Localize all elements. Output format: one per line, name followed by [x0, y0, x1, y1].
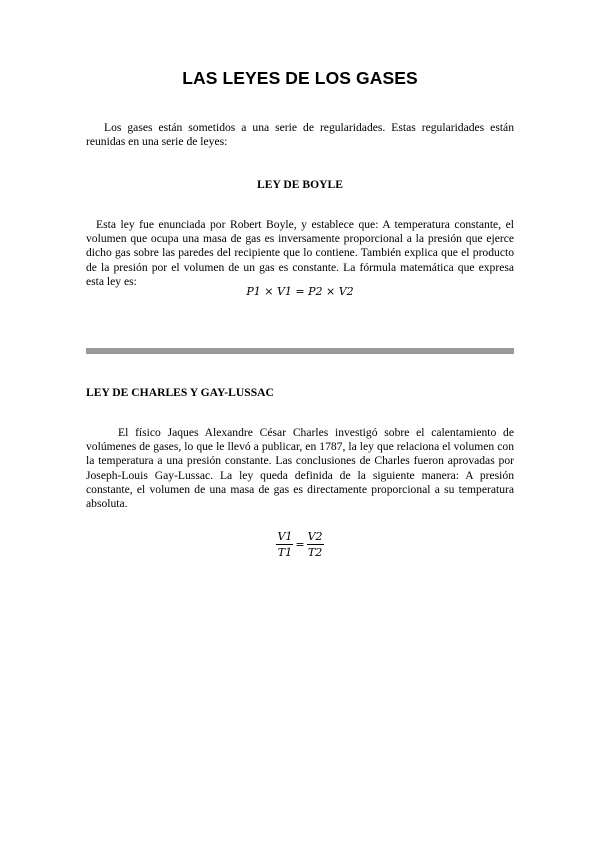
right-numerator: V2: [307, 530, 323, 543]
charles-heading: LEY DE CHARLES Y GAY-LUSSAC: [86, 386, 274, 399]
intro-paragraph: Los gases están sometidos a una serie de regularidades. Estas regularidades están reunidas en una serie de leyes:: [86, 121, 514, 149]
charles-formula: [0, 530, 600, 559]
charles-paragraph: El físico Jaques Alexandre César Charles investigó sobre el calentamiento de volúmenes de gases, lo que le llevó a publicar, en 1787, la ley que relaciona el volumen con la temperatura a una presión constante. Las conclusiones de Charles fueron aprovadas por Joseph-Louis Gay-Lussac. La ley queda definida de la siguiente manera: A presión constante, el volumen de una masa de gas es directamente proporcional a su temperatura absoluta.: [86, 426, 514, 511]
page-title: LAS LEYES DE LOS GASES: [182, 68, 418, 88]
right-fraction: [307, 530, 324, 559]
boyle-formula: P1 × V1 = P2 × V2: [246, 285, 354, 298]
left-numerator: V1: [277, 530, 293, 543]
boyle-paragraph: Esta ley fue enunciada por Robert Boyle, y establece que: A temperatura constante, el volumen que ocupa una masa de gas es inversamente proporcional a la presión que ejerce dicho gas sobre las paredes del recipiente que lo contiene. También explica que el producto de la presión por el volumen de un gas es constante. La fórmula matemática que expresa esta ley es:: [86, 218, 514, 288]
left-denominator: T1: [277, 546, 293, 559]
equals-sign: =: [295, 538, 305, 551]
left-fraction: [276, 530, 293, 559]
section-divider: [86, 348, 514, 354]
right-denominator: T2: [307, 546, 323, 559]
boyle-heading: LEY DE BOYLE: [257, 178, 343, 191]
